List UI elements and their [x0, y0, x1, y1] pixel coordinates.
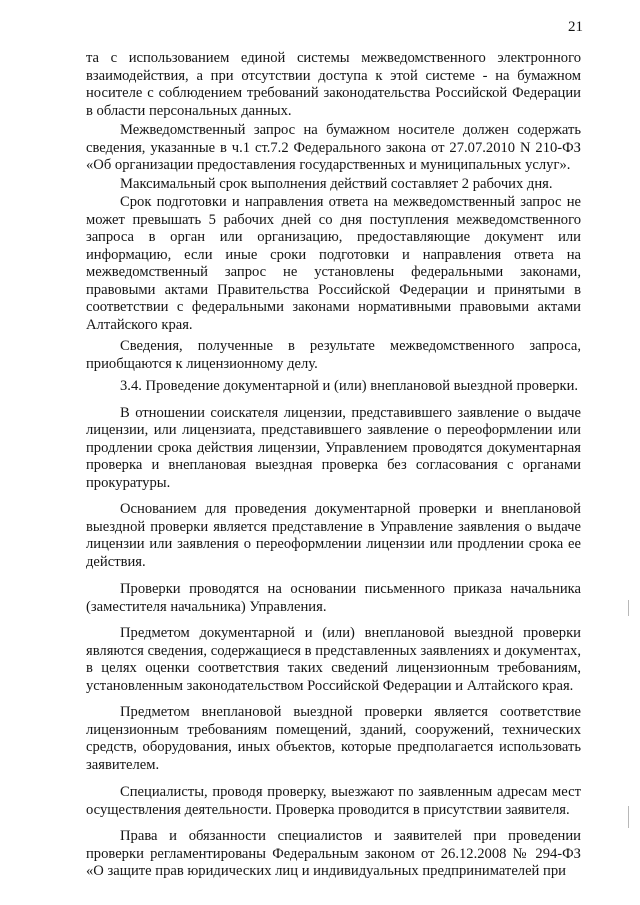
paragraph-max-term: Максимальный срок выполнения действий составляет 2 рабочих дня. [120, 175, 553, 192]
scan-edge-mark [628, 806, 629, 828]
paragraph-onsite-subject: Предметом внеплановой выездной проверки является соответствие лицензионным требованиям помещений, зданий, сооружений, технических средств, оборудования, иных объектов, которые предполагается использовать заявителем. [86, 704, 581, 773]
paragraph-documentary-subject: Предметом документарной и (или) внеплановой выездной проверки являются сведения, содержащиеся в представленных заявлениях и документах, в целях оценки соответствия таких сведений лицензионным требованиям, установленным законодательством Российской Федерации и Алтайского края. [86, 625, 581, 694]
scan-edge-mark [628, 600, 629, 616]
section-heading-3-4: 3.4. Проведение документарной и (или) внеплановой выездной проверки. [120, 378, 579, 394]
paragraph-inspection-scope: В отношении соискателя лицензии, представившего заявление о выдаче лицензии, или лицензиата, представившего заявление о переоформлении или продлении срока действия лицензии, Управлением проводятся документарная проверка и внеплановая выездная проверка без согласования с органами прокуратуры. [86, 404, 581, 491]
paragraph-rights-duties: Права и обязанности специалистов и заявителей при проведении проверки регламентированы Федеральным законом от 26.12.2008 № 294-ФЗ «О защите прав юридических лиц и индивидуальных предпринимателей при [86, 828, 581, 879]
paragraph-inspection-basis: Основанием для проведения документарной проверки и внеплановой выездной проверки является представление в Управление заявления о выдаче лицензии или заявления о переоформлении лицензии или продлении срока ее действия. [86, 501, 581, 570]
page-number: 21 [568, 19, 583, 35]
paragraph-license-file: Сведения, полученные в результате межведомственного запроса, приобщаются к лицензионному делу. [86, 338, 581, 372]
paragraph-continuation: та с использованием единой системы межведомственного электронного взаимодействия, а при отсутствии доступа к этой системе - на бумажном носителе с соблюдением требований законодательства Российской Федерации в области персональных данных. [86, 50, 581, 119]
document-body [86, 50, 581, 881]
paragraph-inspection-order: Проверки проводятся на основании письменного приказа начальника (заместителя начальника) Управления. [86, 581, 581, 615]
paragraph-specialists-visit: Специалисты, проводя проверку, выезжают по заявленным адресам мест осуществления деятельности. Проверка проводится в присутствии заявителя. [86, 784, 581, 818]
paragraph-paper-request: Межведомственный запрос на бумажном носителе должен содержать сведения, указанные в ч.1 ст.7.2 Федерального закона от 27.07.2010 N 210-ФЗ «Об организации предоставления государственных и муниципальных услуг». [86, 122, 581, 173]
paragraph-response-term: Срок подготовки и направления ответа на межведомственный запрос не может превышать 5 рабочих дней со дня поступления межведомственного запроса в орган или организацию, предоставляющие документ или информацию, если иные сроки подготовки и направления ответа на межведомственный запрос не установлены федеральными законами, правовыми актами Правительства Российской Федерации и принятыми в соответствии с федеральными законами нормативными правовыми актами Алтайского края. [86, 194, 581, 333]
